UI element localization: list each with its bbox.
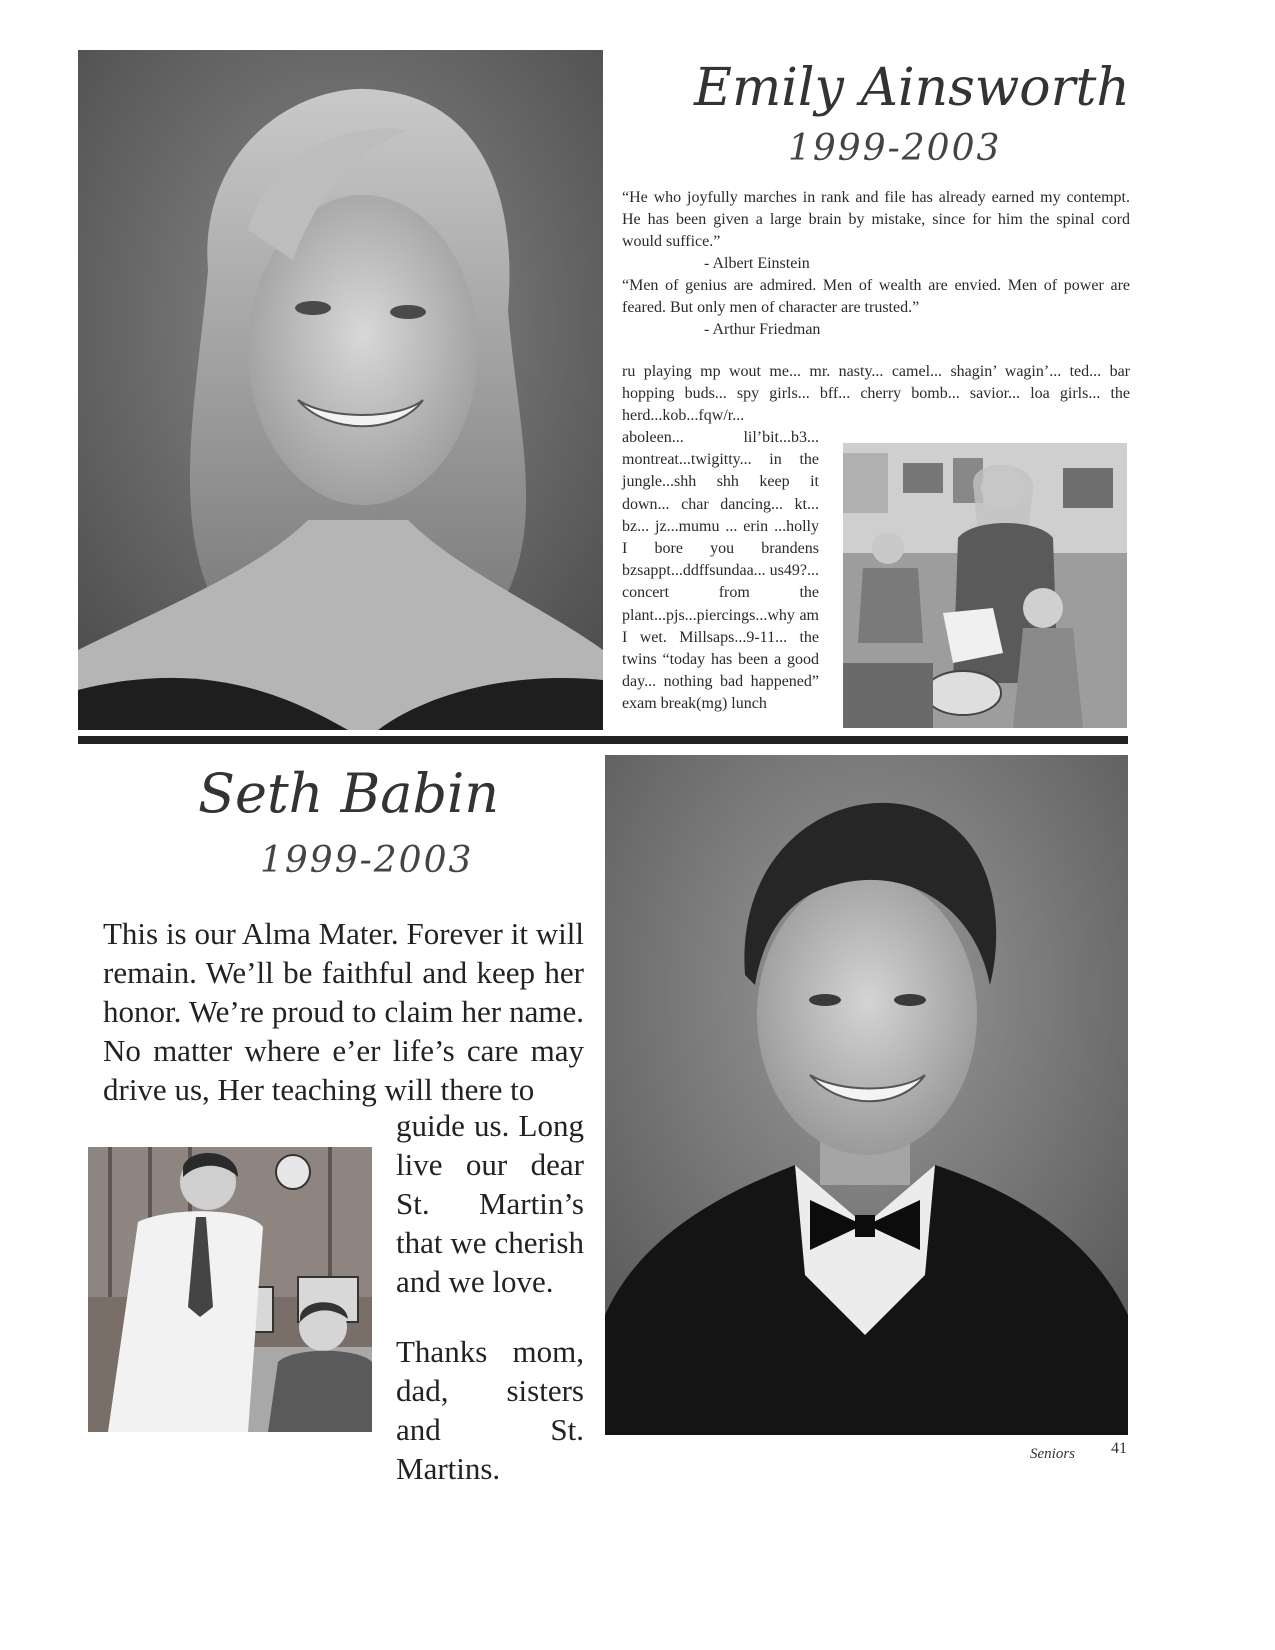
quote-friedman: “Men of genius are admired. Men of wealth are envied. Men of power are feared. But only men of character are trusted.”	[622, 277, 1130, 316]
emily-classroom-photo	[843, 443, 1127, 728]
quote-einstein-author: - Albert Einstein	[704, 255, 810, 272]
alma-mater-seth-column: guide us. Long live our dear St. Martin’s that we cherish and we love.	[396, 1108, 584, 1299]
blurb-emily-top: ru playing mp wout me... mr. nasty... camel... shagin’ wagin’... ted... bar hopping buds... spy girls... bff... cherry bomb... savior... loa girls... the herd...kob...fqw/r...	[622, 363, 1130, 425]
thanks-seth: Thanks mom, dad, sisters and St. Martins.	[396, 1334, 584, 1486]
footer-section-label: Seniors	[1030, 1446, 1075, 1462]
alma-mater-seth-top: This is our Alma Mater. Forever it will remain. We’ll be faithful and keep her honor. We’re proud to claim her name. No matter where e’er life’s care may drive us, Her teaching will there to	[103, 916, 584, 1107]
section-divider-line	[78, 736, 1128, 744]
emily-portrait-photo	[78, 50, 603, 730]
years-seth: 1999-2003	[260, 840, 474, 881]
quote-einstein: “He who joyfully marches in rank and file has already earned my contempt. He has been given a large brain by mistake, since for him the spinal cord would suffice.”	[622, 189, 1130, 250]
quote-friedman-author: - Arthur Friedman	[704, 321, 821, 338]
years-emily: 1999-2003	[788, 128, 1002, 169]
senior-name-seth: Seth Babin	[198, 762, 500, 825]
seth-computer-lab-photo	[88, 1147, 372, 1432]
page-number: 41	[1111, 1440, 1127, 1457]
seth-portrait-photo	[605, 755, 1128, 1435]
blurb-emily-column: aboleen... lil’bit...b3... montreat...twigitty... in the jungle...shh shh keep it down... char dancing... kt... bz... jz...mumu ... erin ...holly I bore you brandens bzsappt...ddffsundaa... us49?... concert from the plant...pjs...piercings...why am I wet. Millsaps...9-11... the twins “today has been a good day... nothing bad happened” exam break(mg) lunch	[622, 429, 819, 713]
senior-name-emily: Emily Ainsworth	[694, 58, 1130, 118]
quotes-emily	[622, 187, 1130, 341]
